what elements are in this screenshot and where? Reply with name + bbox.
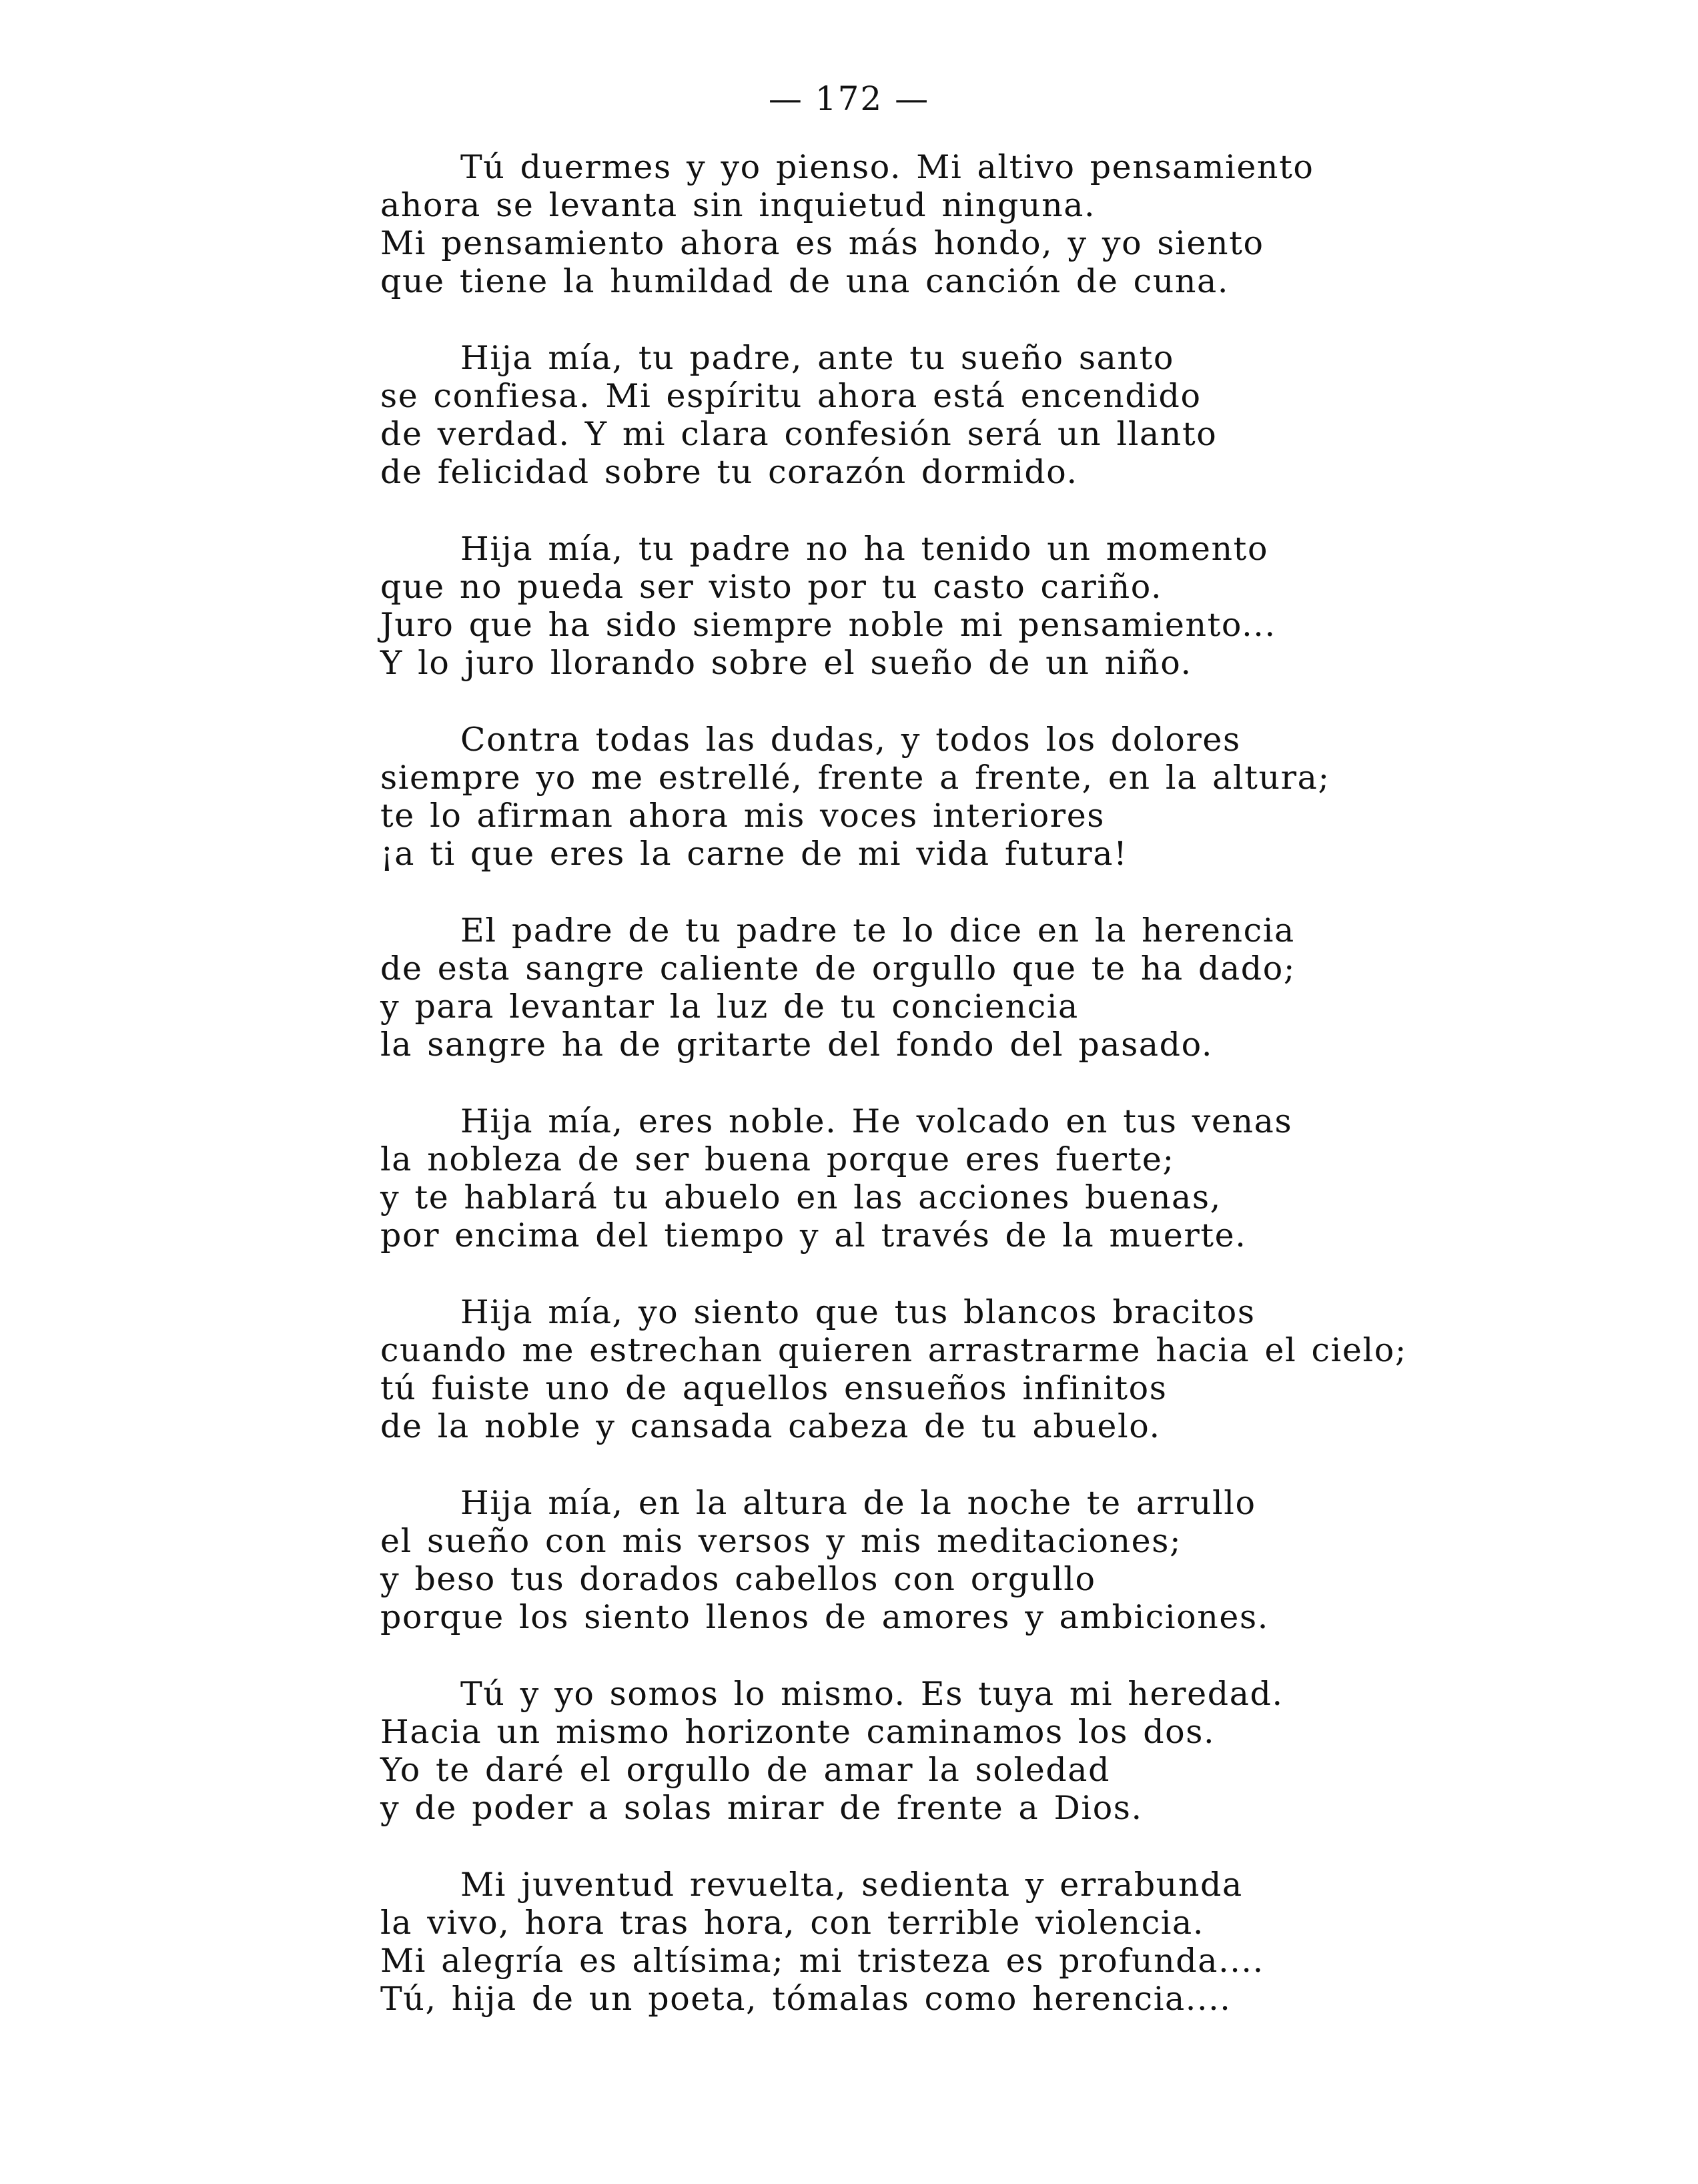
poem — [380, 148, 1648, 2057]
poem-line: y de poder a solas mirar de frente a Dios. — [380, 1789, 1143, 1827]
poem-line: Yo te daré el orgullo de amar la soledad — [380, 1751, 1111, 1789]
poem-line: el sueño con mis versos y mis meditaciones; — [380, 1522, 1182, 1560]
poem-line: Mi juventud revuelta, sedienta y errabunda — [460, 1866, 1243, 1904]
poem-line: Mi pensamiento ahora es más hondo, y yo siento — [380, 224, 1264, 262]
poem-line: la nobleza de ser buena porque eres fuerte; — [380, 1140, 1175, 1178]
poem-line: Juro que ha sido siempre noble mi pensamiento... — [380, 606, 1276, 644]
stanza-9 — [380, 1675, 1648, 1827]
stanza-2 — [380, 339, 1648, 491]
poem-line: se confiesa. Mi espíritu ahora está encendido — [380, 377, 1202, 415]
stanza-10 — [380, 1866, 1648, 2018]
poem-line: de la noble y cansada cabeza de tu abuelo. — [380, 1407, 1161, 1445]
stanza-6 — [380, 1102, 1648, 1254]
poem-line: de esta sangre caliente de orgullo que te ha dado; — [380, 950, 1296, 988]
poem-line: y te hablará tu abuelo en las acciones buenas, — [380, 1178, 1222, 1216]
poem-line: por encima del tiempo y al través de la muerte. — [380, 1216, 1247, 1254]
poem-line: la vivo, hora tras hora, con terrible violencia. — [380, 1904, 1204, 1942]
poem-line: Hija mía, en la altura de la noche te arrullo — [460, 1484, 1256, 1522]
poem-line: cuando me estrechan quieren arrastrarme hacia el cielo; — [380, 1331, 1407, 1369]
poem-line: Hija mía, tu padre no ha tenido un momento — [460, 530, 1269, 568]
poem-line: ¡a ti que eres la carne de mi vida futura! — [380, 835, 1128, 873]
stanza-4 — [380, 721, 1648, 873]
poem-line: Tú, hija de un poeta, tómalas como herencia.... — [380, 1980, 1232, 2018]
stanza-7 — [380, 1293, 1648, 1445]
page-number: — 172 — — [768, 79, 930, 118]
poem-line: tú fuiste uno de aquellos ensueños infinitos — [380, 1369, 1168, 1407]
poem-line: Hacia un mismo horizonte caminamos los dos. — [380, 1713, 1216, 1751]
poem-line: y para levantar la luz de tu conciencia — [380, 988, 1079, 1026]
poem-line: Mi alegría es altísima; mi tristeza es profunda.... — [380, 1942, 1264, 1980]
stanza-1 — [380, 148, 1648, 300]
poem-line: Tú duermes y yo pienso. Mi altivo pensamiento — [460, 148, 1314, 186]
stanza-8 — [380, 1484, 1648, 1636]
poem-line: Tú y yo somos lo mismo. Es tuya mi heredad. — [460, 1675, 1284, 1713]
poem-line: que tiene la humildad de una canción de cuna. — [380, 262, 1229, 300]
poem-line: Contra todas las dudas, y todos los dolores — [460, 721, 1241, 759]
poem-line: Y lo juro llorando sobre el sueño de un niño. — [380, 644, 1192, 682]
poem-line: Hija mía, tu padre, ante tu sueño santo — [460, 339, 1174, 377]
poem-line: ahora se levanta sin inquietud ninguna. — [380, 186, 1096, 224]
poem-line: siempre yo me estrellé, frente a frente, en la altura; — [380, 759, 1330, 797]
stanza-3 — [380, 530, 1648, 682]
poem-line: Hija mía, yo siento que tus blancos bracitos — [460, 1293, 1256, 1331]
poem-line: de verdad. Y mi clara confesión será un llanto — [380, 415, 1218, 453]
poem-line: de felicidad sobre tu corazón dormido. — [380, 453, 1078, 491]
poem-line: El padre de tu padre te lo dice en la herencia — [460, 912, 1295, 950]
poem-line: porque los siento llenos de amores y ambiciones. — [380, 1598, 1269, 1636]
stanza-5 — [380, 912, 1648, 1064]
poem-line: te lo afirman ahora mis voces interiores — [380, 797, 1106, 835]
poem-line: Hija mía, eres noble. He volcado en tus venas — [460, 1102, 1293, 1140]
poem-line: la sangre ha de gritarte del fondo del pasado. — [380, 1026, 1214, 1064]
poem-line: que no pueda ser visto por tu casto cariño. — [380, 568, 1163, 606]
poem-line: y beso tus dorados cabellos con orgullo — [380, 1560, 1096, 1598]
